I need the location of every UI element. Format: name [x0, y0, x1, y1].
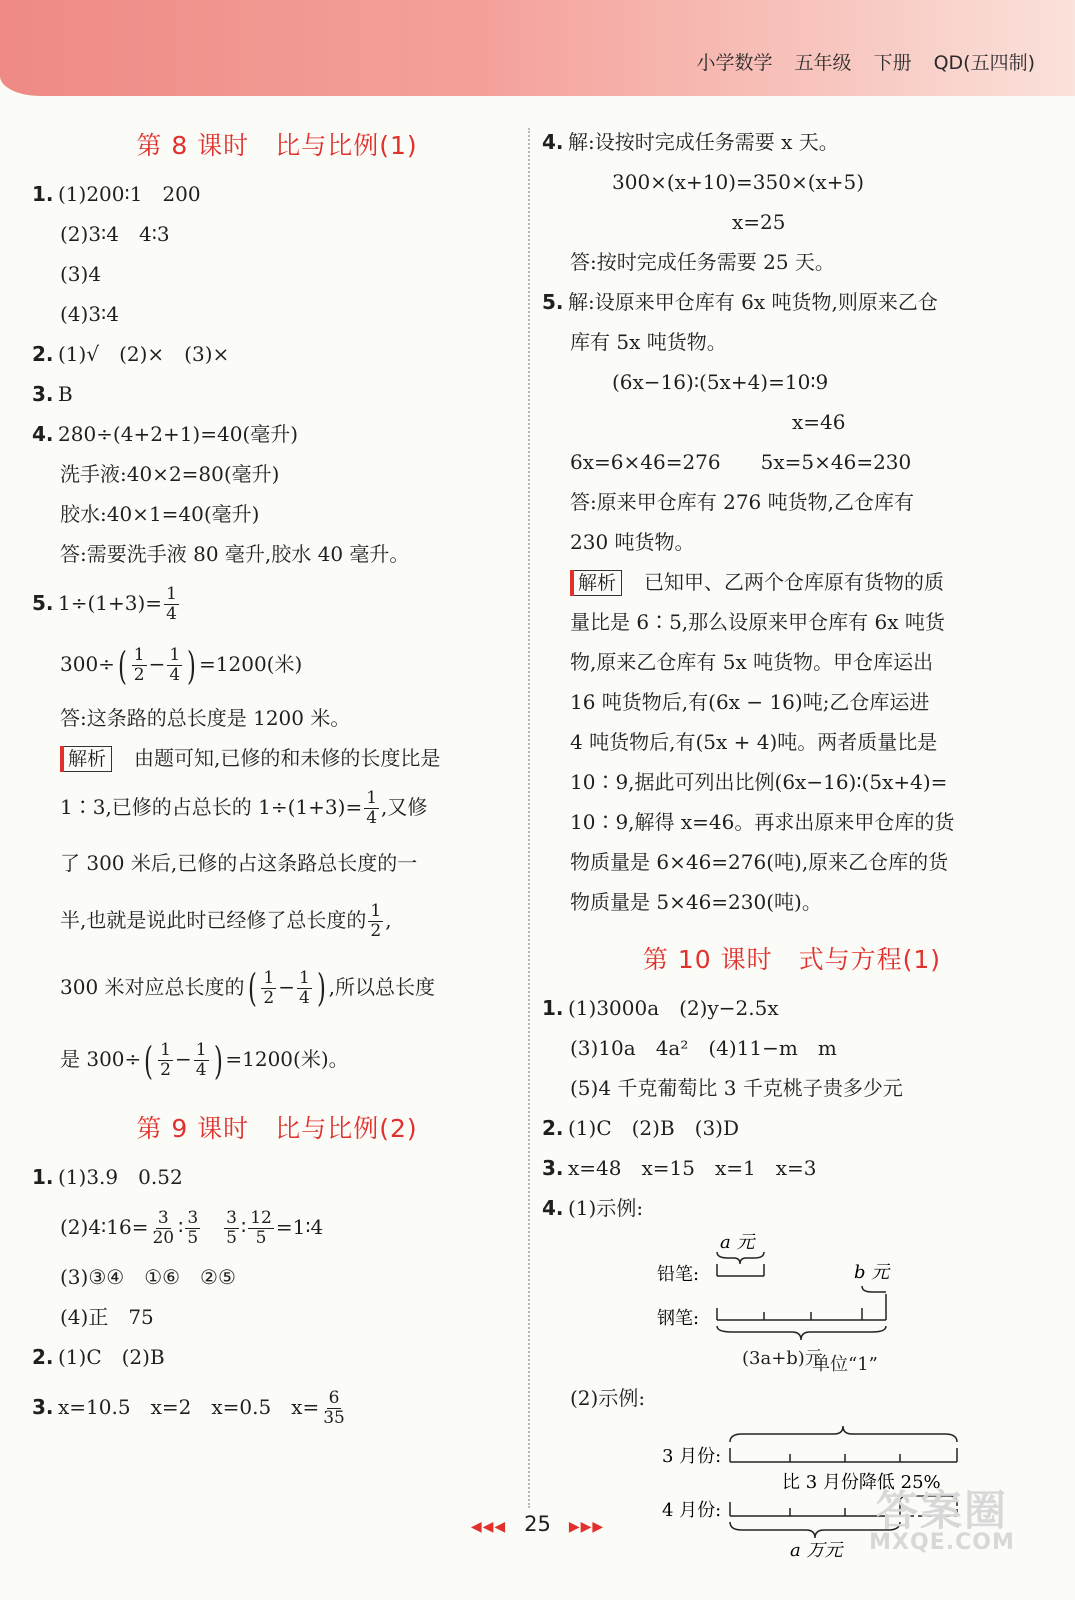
subject-label: 小学数学: [696, 52, 773, 74]
l8-q4-d: 答:需要洗手液 80 毫升,胶水 40 毫升。: [60, 542, 410, 566]
header-banner: [0, 0, 1075, 96]
pencil-pen-diagram: [542, 1228, 1042, 1348]
lesson-8-title: [32, 126, 522, 162]
analysis-line: 4 吨货物后,有(5x + 4)吨。两者质量比是: [570, 730, 938, 754]
l8-q5-ans: 答:这条路的总长度是 1200 米。: [60, 705, 351, 730]
left-column: [32, 122, 522, 1437]
analysis-text: ,: [385, 907, 392, 932]
analysis-text: ,又修: [381, 794, 428, 819]
answer-text: (1)C (2)B: [58, 1344, 165, 1369]
unit-label: 单位“1”: [812, 1354, 878, 1375]
l10-q4-b: (2)示例:: [570, 1386, 646, 1410]
brace-a: [717, 1252, 764, 1264]
analysis-line: 物质量是 5×46=230(吨)。: [570, 890, 822, 914]
r-q4-c: x=25: [732, 210, 786, 234]
analysis-text: =1200(米)。: [225, 1047, 349, 1071]
analysis-line: 了 300 米后,已修的占这条路总长度的一: [60, 850, 418, 875]
answer-text: (1)示例:: [568, 1196, 644, 1220]
l8-q5-b: [32, 632, 522, 698]
answer-text: x=48 x=15 x=1 x=3: [568, 1156, 817, 1180]
answer-text: 解:设原来甲仓库有 6x 吨货物,则原来乙仓: [568, 290, 938, 314]
right-column: [542, 122, 1042, 1558]
fraction: [158, 1041, 173, 1080]
denominator: 5: [226, 1227, 237, 1248]
denominator: 4: [298, 987, 310, 1008]
fraction: [132, 646, 147, 685]
label-a-wan: a 万元: [790, 1540, 843, 1558]
numerator: 1: [370, 900, 382, 921]
l9-q1-a: [32, 1157, 522, 1197]
denominator: 4: [169, 665, 181, 685]
denominator: 4: [166, 604, 177, 624]
numerator: 1: [195, 1040, 207, 1060]
diagram1-total-row: [542, 1348, 1042, 1378]
numerator: 12: [250, 1207, 272, 1228]
left-paren: (: [117, 643, 127, 688]
l10-q1-a: [542, 988, 1042, 1028]
answer-text: (2)4∶16=: [60, 1214, 149, 1239]
r-q5-d: x=46: [792, 410, 846, 434]
analysis-line: 10∶9,解得 x=46。再求出原来甲仓库的货: [570, 810, 955, 834]
pen-label: 钢笔:: [657, 1308, 700, 1329]
l10-q3: [542, 1148, 1042, 1188]
denominator: 35: [323, 1407, 345, 1428]
r-q4-b: 300×(x+10)=350×(x+5): [612, 170, 865, 194]
analysis-line: [60, 950, 522, 1026]
right-paren: ): [187, 643, 197, 688]
label-b-yuan: b 元: [854, 1262, 890, 1283]
grade-label: 五年级: [794, 52, 852, 74]
l10-q2: [542, 1108, 1042, 1148]
r-q5-g: 230 吨货物。: [570, 530, 695, 554]
label-a-yuan: a 元: [720, 1232, 755, 1253]
fraction: [368, 902, 383, 941]
analysis-line: 10∶9,据此可列出比例(6x−16)∶(5x+4)=: [570, 770, 948, 794]
numerator: 1: [263, 967, 275, 988]
pencil-label: 铅笔:: [657, 1264, 700, 1285]
lesson-9-topic: 比与比例(2): [275, 1113, 418, 1143]
numerator: 1: [366, 787, 378, 808]
lesson-9-number: 第 9 课时: [136, 1113, 250, 1143]
expr-text: 300÷: [60, 652, 115, 676]
l9-q1-b: [32, 1197, 522, 1257]
answer-text: 280÷(4+2+1)=40(毫升): [58, 422, 299, 446]
l8-q4-a: [32, 414, 522, 454]
question-number: 3.: [542, 1156, 564, 1180]
right-paren: ): [316, 966, 326, 1010]
l9-q1-d: (4)正 75: [60, 1304, 154, 1329]
answer-text: (1)3000a (2)y−2.5x: [568, 996, 779, 1020]
minus-sign: −: [174, 1047, 192, 1071]
numerator: 3: [187, 1207, 199, 1228]
analysis-line: [570, 562, 1042, 602]
lesson-8-number: 第 8 课时: [136, 131, 250, 160]
column-divider: [528, 128, 530, 1508]
l8-q1-b: (2)3∶4 4∶3: [60, 222, 170, 246]
l8-q1-c: (3)4: [60, 262, 102, 286]
l8-q5-a: [32, 574, 522, 632]
question-number: 4.: [542, 130, 564, 154]
answer-text: =1∶4: [275, 1214, 324, 1239]
numerator: 1: [166, 584, 177, 604]
watermark: [837, 1478, 1047, 1555]
lesson-9-title: [32, 1109, 522, 1145]
l8-q1-a: [32, 174, 522, 214]
l8-q2: [32, 334, 522, 374]
analysis-text: ,所以总长度: [328, 974, 435, 999]
answer-text: (1)200∶1 200: [58, 182, 201, 206]
fraction: [297, 969, 312, 1008]
numerator: 1: [133, 645, 145, 665]
analysis-text: 300 米对应总长度的: [60, 974, 245, 999]
march-label: 3 月份:: [662, 1446, 722, 1467]
fraction: [321, 1389, 347, 1428]
question-number: 1.: [32, 182, 54, 206]
analysis-line: [60, 890, 522, 950]
left-paren: (: [247, 966, 257, 1010]
analysis-line: 量比是 6∶5,那么设原来甲仓库有 6x 吨货: [570, 610, 945, 634]
fraction: [224, 1209, 239, 1248]
fraction: [194, 1041, 209, 1080]
numerator: 1: [169, 645, 181, 665]
denominator: 20: [152, 1227, 175, 1248]
lesson-10-title: [542, 940, 1042, 976]
denominator: 2: [263, 987, 275, 1008]
analysis-line: [60, 778, 522, 836]
question-number: 4.: [542, 1196, 564, 1220]
answer-text: (1)C (2)B (3)D: [568, 1116, 740, 1140]
analysis-tag: 解析: [60, 746, 112, 772]
l9-q1-c: (3)③④ ①⑥ ②⑤: [60, 1264, 236, 1289]
watermark-text: 答案圈: [875, 1486, 1008, 1535]
question-number: 3.: [32, 1394, 54, 1419]
lesson-10-number: 第 10 课时: [642, 945, 773, 974]
analysis-line: [60, 1025, 522, 1095]
r-q5-c: (6x−16)∶(5x+4)=10∶9: [612, 370, 829, 394]
numerator: 1: [298, 967, 310, 988]
answer-text: B: [58, 382, 73, 406]
l9-q3: [32, 1377, 522, 1437]
analysis-text: 已知甲、乙两个仓库原有货物的质: [644, 570, 945, 594]
analysis-line: 物,原来乙仓库有 5x 吨货物。甲仓库运出: [570, 650, 934, 674]
right-paren: ): [213, 1038, 223, 1083]
book-info: [697, 48, 1035, 75]
lesson-10-topic: 式与方程(1): [798, 945, 942, 974]
denominator: 4: [366, 807, 378, 828]
r-q5-f: 答:原来甲仓库有 276 吨货物,乙仓库有: [570, 490, 914, 514]
numerator: 6: [328, 1387, 340, 1408]
l10-q1-b: (3)10a 4a² (4)11−m m: [570, 1036, 837, 1060]
r-q5-a: [542, 282, 1042, 322]
lesson-8-topic: 比与比例(1): [275, 131, 418, 160]
answer-text: 1÷(1+3)=: [58, 591, 163, 615]
analysis-text: 半,也就是说此时已经修了总长度的: [60, 907, 367, 932]
r-analysis: [542, 562, 1042, 922]
l10-q4-a: [542, 1188, 1042, 1228]
fraction: [185, 1209, 200, 1248]
question-number: 2.: [542, 1116, 564, 1140]
analysis-line: 16 吨货物后,有(6x − 16)吨;乙仓库运进: [570, 690, 930, 714]
r-q5-e: 6x=6×46=276 5x=5×46=230: [570, 450, 912, 474]
question-number: 1.: [542, 996, 564, 1020]
answer-text: (1)3.9 0.52: [58, 1164, 183, 1189]
l8-q4-c: 胶水:40×1=40(毫升): [60, 502, 260, 526]
l8-q3: [32, 374, 522, 414]
brace-b: [862, 1286, 886, 1292]
numerator: 1: [160, 1040, 171, 1060]
analysis-line: [60, 738, 522, 778]
arrows-left-icon: ◀◀◀: [470, 1519, 507, 1535]
numerator: 3: [226, 1207, 237, 1228]
denominator: 4: [195, 1060, 207, 1080]
question-number: 3.: [32, 382, 54, 406]
denominator: 5: [255, 1227, 267, 1248]
page-number: 25: [524, 1512, 551, 1536]
fraction: [150, 1209, 176, 1248]
answer-text: (1)√ (2)× (3)×: [58, 342, 230, 366]
r-q5-b: 库有 5x 吨货物。: [570, 330, 727, 354]
minus-sign: −: [278, 974, 295, 999]
fraction: [261, 969, 276, 1008]
question-number: 2.: [32, 1344, 54, 1369]
denominator: 5: [187, 1227, 199, 1248]
brace-total: [717, 1326, 886, 1340]
edition-label: QD(五四制): [933, 52, 1035, 74]
l8-q1-d: (4)3∶4: [60, 302, 119, 326]
fraction: [364, 789, 379, 828]
minus-sign: −: [148, 652, 166, 676]
analysis-text: 是 300÷: [60, 1047, 142, 1071]
denominator: 2: [370, 920, 382, 941]
question-number: 5.: [542, 290, 564, 314]
denominator: 2: [160, 1060, 171, 1080]
analysis-tag: 解析: [570, 570, 622, 596]
analysis-text: 由题可知,已修的和未修的长度比是: [134, 745, 441, 770]
april-label: 4 月份:: [662, 1500, 722, 1521]
label-total: (3a+b)元: [742, 1348, 823, 1369]
r-q4-d: 答:按时完成任务需要 25 天。: [570, 250, 835, 274]
l10-q1-c: (5)4 千克葡萄比 3 千克桃子贵多少元: [570, 1076, 903, 1100]
fraction: [164, 585, 179, 624]
watermark-url: MXQE.COM: [869, 1530, 1015, 1555]
arrows-right-icon: ▶▶▶: [568, 1519, 605, 1535]
denominator: 2: [133, 665, 145, 685]
question-number: 2.: [32, 342, 54, 366]
fraction: [167, 646, 182, 685]
question-number: 4.: [32, 422, 54, 446]
answer-text: 解:设按时完成任务需要 x 天。: [568, 130, 839, 154]
expr-text: =1200(米): [199, 652, 303, 676]
l8-q4-b: 洗手液:40×2=80(毫升): [60, 462, 280, 486]
colon: ∶: [178, 1214, 184, 1239]
l8-analysis: [32, 738, 522, 1095]
left-paren: (: [144, 1038, 154, 1083]
l9-q2: [32, 1337, 522, 1377]
brace-unit: [730, 1426, 957, 1442]
numerator: 3: [157, 1207, 169, 1228]
volume-label: 下册: [873, 52, 912, 74]
colon: ∶: [240, 1214, 247, 1239]
question-number: 5.: [32, 591, 54, 615]
analysis-line: 物质量是 6×46=276(吨),原来乙仓库的货: [570, 850, 949, 874]
drop-label: 比 3 月份降低 25%: [782, 1472, 941, 1493]
fraction: [248, 1209, 274, 1248]
question-number: 1.: [32, 1164, 54, 1189]
answer-text: x=10.5 x=2 x=0.5 x=: [58, 1394, 320, 1419]
analysis-text: 1∶3,已修的占总长的 1÷(1+3)=: [60, 794, 363, 819]
r-q4-a: [542, 122, 1042, 162]
